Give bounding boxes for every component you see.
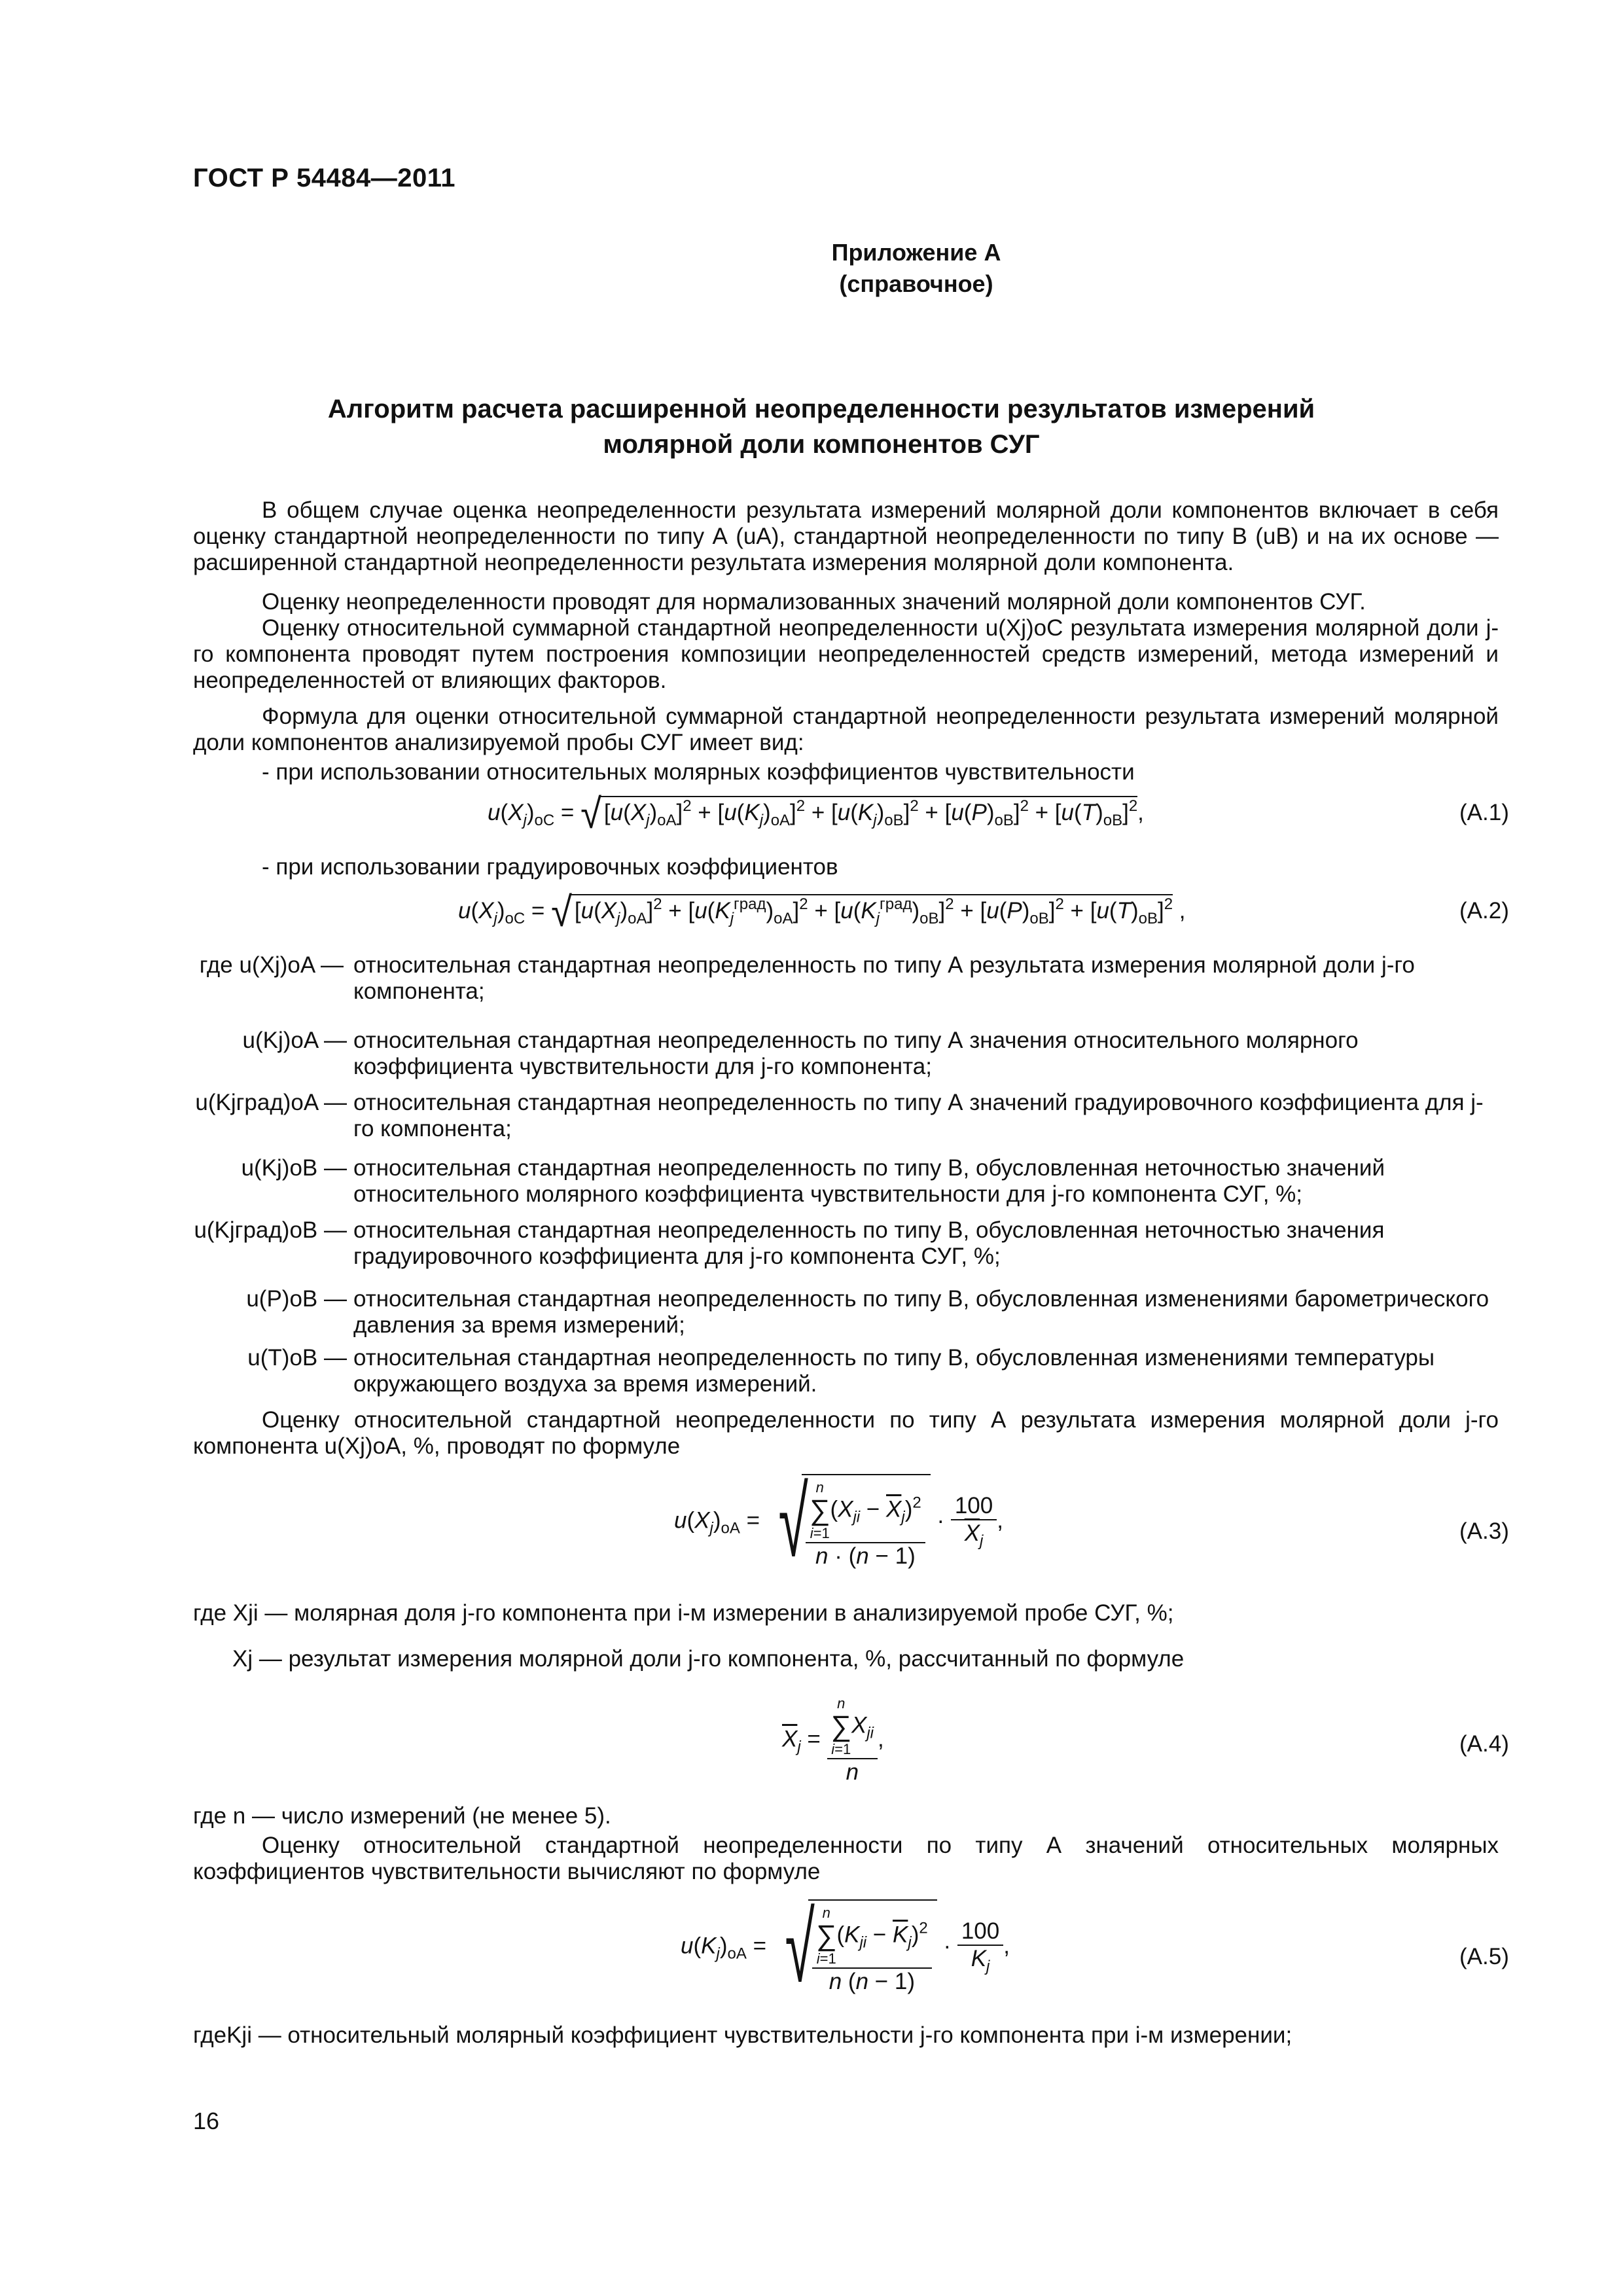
standard-code: ГОСТ Р 54484—2011 [193,164,455,192]
definition-row [193,1090,1502,1142]
list-item-relative-coefficients: - при использовании относительных молярных коэффициентов чувствительности [262,759,1135,785]
definition-key: u(Kjград)oB — [194,1217,347,1243]
definition-row [193,1155,1502,1208]
formula-a5: $u(K_j)_{oA}$ = √ n ∑ i=1 $(K_{ji} - \overline{K}_j)^2$ n (n − 1) · $\frac{100}{K_j}$ , [681,1892,1010,2002]
annex-kind: (справочное) [839,270,993,297]
definition-key: где u(Xj)oA — [199,952,344,978]
formula-a4: $\overline{X}_j$ = n ∑ i=1 $X_{ji}$ n , [782,1695,884,1785]
formula-a1: $u(X_j)_{oC}$ = √ $[u(X_j)_{oA}]^2 + [u(K_j)_{oA}]^2 + [u(K_j)_{oB}]^2 + [u(P)_{oB}]^2 + [u(T)_{oB}]^2$, [488,790,1144,838]
where-kji: гдеKji — относительный молярный коэффициент чувствительности j-го компонента при i-м измерении; [193,2022,1293,2048]
section-title [20,391,1623,462]
annex-heading [209,237,1623,300]
paragraph-1: В общем случае оценка неопределенности результата измерений молярной доли компонентов включает в себя оценку стандартной неопределенности по типу А (uA), стандартной неопределенности по типу В (uB) и на их основе — расширенной стандартной неопределенности результата измерения молярной доли компонента. [193,497,1499,575]
equation-number-a5: (A.5) [1459,1944,1509,1969]
page-number: 16 [193,2108,220,2134]
definition-text: относительная стандартная неопределенность по типу А результата измерения молярной доли j-го компонента; [353,952,1415,1004]
definition-key: u(Kjград)oA — [195,1090,347,1115]
section-title-line-1: Алгоритм расчета расширенной неопределенности результатов измерений [327,395,1315,423]
definition-key: u(Kj)oB — [241,1155,347,1181]
definition-row [193,952,1502,1005]
where-n: где n — число измерений (не менее 5). [193,1803,611,1829]
section-title-line-2: молярной доли компонентов СУГ [603,430,1040,459]
where-xji: где Xji — молярная доля j-го компонента при i-м измерении в анализируемой пробе СУГ, %; [193,1600,1174,1626]
definition-text: относительная стандартная неопределенность по типу В, обусловленная изменениями барометрического давления за время измерений; [353,1286,1489,1338]
where-xbar: Xj — результат измерения молярной доли j-го компонента, %, рассчитанный по формуле [232,1646,1185,1672]
definition-key: u(P)oB — [246,1286,347,1312]
definition-row [193,1028,1502,1080]
definition-row [193,1286,1502,1338]
definition-text: относительная стандартная неопределенность по типу В, обусловленная неточностью значений относительного молярного коэффициента чувствительности для j-го компонента СУГ, %; [353,1155,1385,1207]
equation-number-a2: (A.2) [1459,898,1509,924]
definition-key: u(Kj)oA — [242,1028,347,1053]
formula-a2: $u(X_j)_{oC}$ = √ $[u(X_j)_{oA}]^2 + [u(K_j^{град})_{oA}]^2 + [u(K_j^{град})_{oB}]^2 + [u(P)_{oB}]^2 + [u(T)_{oB}]^2$ , [458,888,1186,936]
paragraph-6: Оценку относительной стандартной неопределенности по типу А значений относительных молярных коэффициентов чувствительности вычисляют по формуле [193,1833,1499,1884]
paragraph-5: Оценку относительной стандартной неопределенности по типу А результата измерения молярной доли j-го компонента u(Xj)oA, %, проводят по формуле [193,1407,1499,1459]
paragraph-3: Оценку относительной суммарной стандартной неопределенности u(Xj)oC результата измерения молярной доли j-го компонента проводят путем построения композиции неопределенностей средств измерений, метода измерений и неопределенностей от влияющих факторов. [193,615,1499,693]
definition-text: относительная стандартная неопределенность по типу А значений градуировочного коэффициента для j-го компонента; [353,1090,1484,1141]
definition-row [193,1345,1502,1397]
equation-number-a4: (A.4) [1459,1731,1509,1757]
formula-a3: $u(X_j)_{oA}$ = √ n ∑ i=1 $(X_{ji} - \overline{X}_j)^2$ n · (n − 1) · $\frac{100}{\overline{X}_j}$ , [674,1467,1003,1577]
list-item-calibration-coefficients: - при использовании градуировочных коэффициентов [262,854,838,880]
definition-text: относительная стандартная неопределенность по типу В, обусловленная изменениями температуры окружающего воздуха за время измерений. [353,1345,1435,1397]
annex-title: Приложение А [831,239,1001,266]
equation-number-a3: (A.3) [1459,1518,1509,1544]
definition-text: относительная стандартная неопределенность по типу А значения относительного молярного коэффициента чувствительности для j-го компонента; [353,1028,1359,1079]
definition-text: относительная стандартная неопределенность по типу В, обусловленная неточностью значения градуировочного коэффициента для j-го компонента СУГ, %; [353,1217,1385,1269]
equation-number-a1: (A.1) [1459,800,1509,825]
paragraph-2: Оценку неопределенности проводят для нормализованных значений молярной доли компонентов СУГ. [262,589,1366,615]
definition-row [193,1217,1502,1270]
paragraph-4: Формула для оценки относительной суммарной стандартной неопределенности результата измерений молярной доли компонентов анализируемой пробы СУГ имеет вид: [193,704,1499,755]
definition-key: u(T)oB — [247,1345,347,1371]
